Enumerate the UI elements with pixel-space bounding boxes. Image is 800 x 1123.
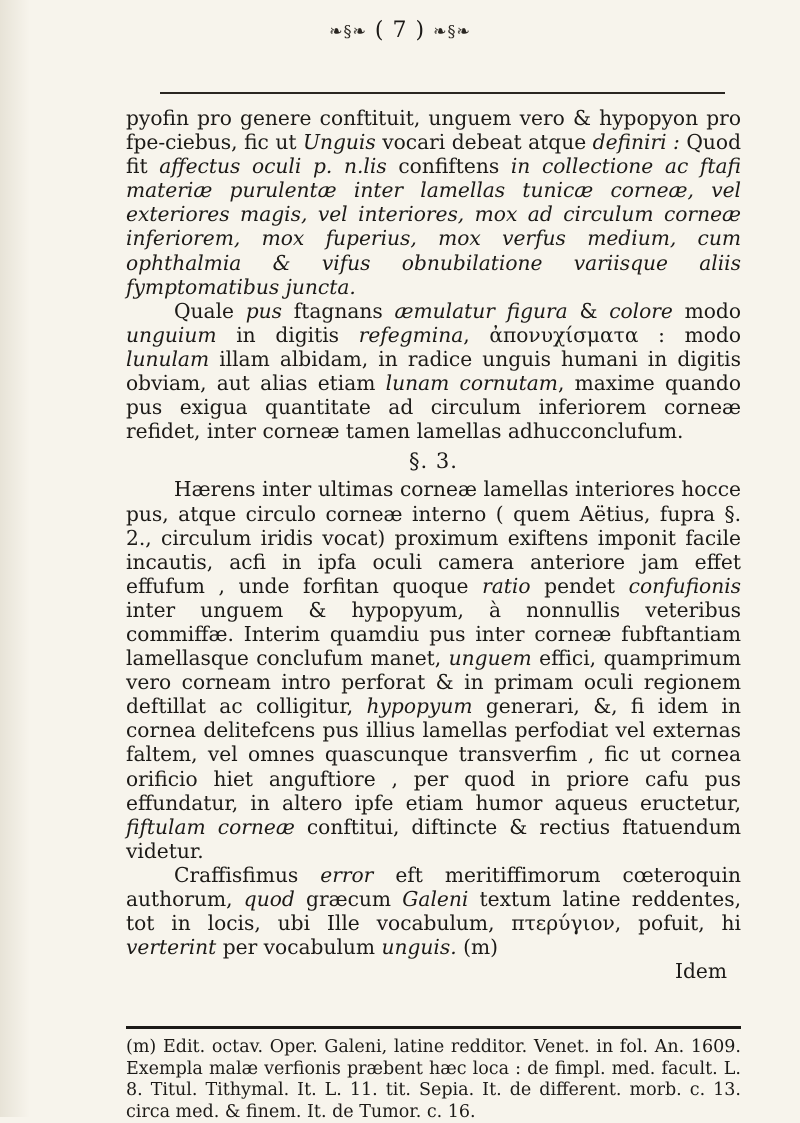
catchword: Idem <box>675 959 727 984</box>
paragraph-4: Craffisfimus error eft meritiffimorum cœteroquin authorum, quod græcum Galeni textum latine reddentes, tot in locis, ubi Ille vocabulum, πτερύγιον, pofuit, hi verterint per vocabulum unguis. (m) <box>126 862 742 960</box>
section-heading: §. 3. <box>409 449 458 474</box>
gutter-shadow <box>0 0 30 1117</box>
page-number: ( 7 ) <box>374 18 426 43</box>
paragraph-2: Quale pus ftagnans æmulatur figura & colore modo unguium in digitis refegmina, ἀπονυχίσματα : modo lunulam illam albidam, in radice unguis humani in digitis obviam, aut alias etiam lunam cornutam, maxime quando pus exigua quantitate ad circulum inferiorem corneæ refidet, inter corneæ tamen lamellas adhucconclufum. <box>126 298 741 444</box>
footnote-rule <box>126 1026 741 1029</box>
header-rule <box>160 92 725 94</box>
footnote-text: (m) Edit. octav. Oper. Galeni, latine redditor. Venet. in fol. An. 1609. Exempla malæ verfionis præbent hæc loca : de fimpl. med. facult. L. 8. Titul. Tithymal. It. L. 11. tit. Sepia. It. de different. morb. c. 13. circa med. & finem. It. de Tumor. c. 16. <box>126 1037 741 1122</box>
footnote <box>126 1037 741 1123</box>
running-head <box>0 18 800 43</box>
ornament-left-icon: ❧§❧ <box>329 21 367 41</box>
ornament-right-icon: ❧§❧ <box>433 21 471 41</box>
paragraph-3: Hærens inter ultimas corneæ lamellas interiores hocce pus, atque circulo corneæ interno ( quem Aëtius, fupra §. 2., circulum iridis vocat) proximum exiftens imponit facile incautis, acfi in ipfa oculi camera anteriore jam effet effufum , unde forfitan quoque ratio pendet confufionis inter unguem & hypopyum, à nonnullis veteribus commiffæ. Interim quamdiu pus inter corneæ fubftantiam lamellasque conclufum manet, unguem effici, quamprimum vero corneam intro perforat & in primam oculi regionem deftillat ac colligitur, hypopyum generari, &, fi idem in cornea delitefcens pus illius lamellas perfodiat vel externas faltem, vel omnes quascunque transverfim , fic ut cornea orificio hiet anguftiore , per quod in priore cafu pus effundatur, in altero ipfe etiam humor aqueus eructetur, fiftulam corneæ conftitui, diftincte & rectius ftatuendum videtur. <box>126 477 742 863</box>
paragraph-1: pyofin pro genere conftituit, unguem vero & hypopyon pro fpe-ciebus, fic ut Unguis vocari debeat atque definiri : Quod fit affectus oculi p. n.lis confiftens in collectione ac ftafi materiæ purulentæ inter lamellas tunicæ corneæ, vel exteriores magis, vel interiores, mox ad circulum corneæ inferiorem, mox fuperius, mox verfus medium, cum ophthalmia & vifus obnubilatione variisque aliis fymptomatibus juncta. <box>126 106 742 299</box>
main-text <box>126 106 741 983</box>
